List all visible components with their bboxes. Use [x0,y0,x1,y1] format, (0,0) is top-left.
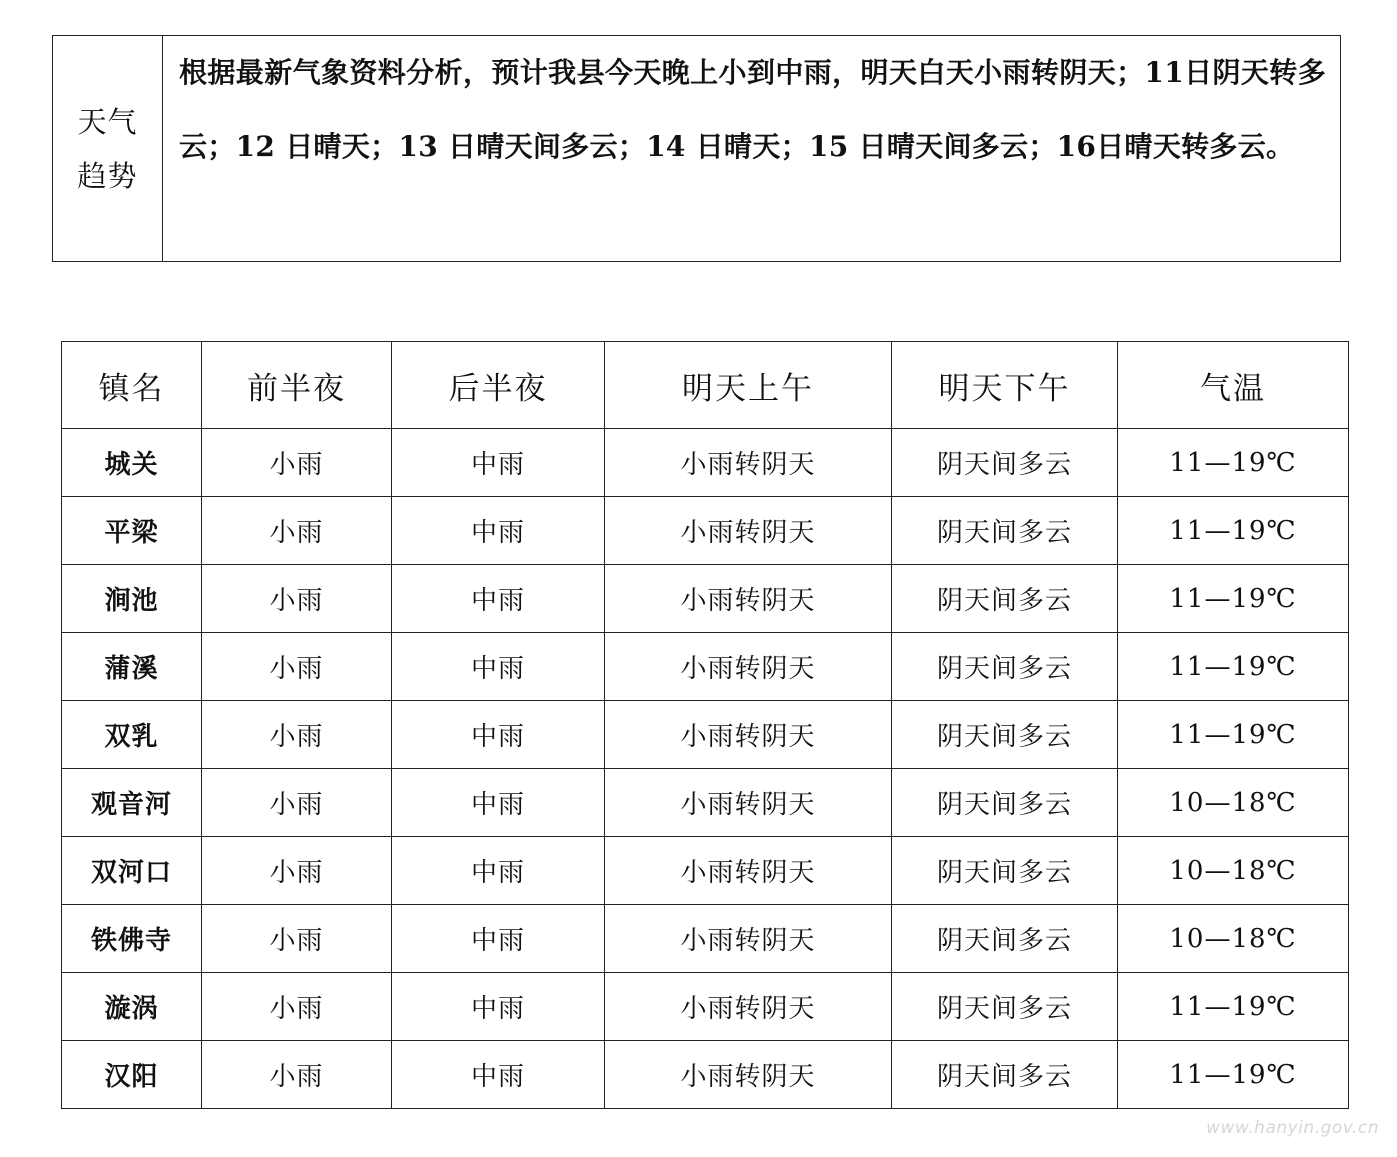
tomorrow-morning-cell: 小雨转阴天 [605,769,892,837]
town-name-cell: 城关 [62,429,202,497]
first-half-night-cell: 小雨 [202,497,392,565]
header-second-half-night: 后半夜 [392,342,605,429]
weather-trend-row [53,36,1341,262]
tomorrow-morning-cell: 小雨转阴天 [605,973,892,1041]
temperature-cell: 11—19℃ [1118,497,1349,565]
temperature-cell: 11—19℃ [1118,633,1349,701]
temperature-cell: 11—19℃ [1118,973,1349,1041]
weather-trend-table [52,35,1341,262]
temperature-cell: 11—19℃ [1118,701,1349,769]
second-half-night-cell: 中雨 [392,905,605,973]
header-temperature: 气温 [1118,342,1349,429]
second-half-night-cell: 中雨 [392,973,605,1041]
town-name-cell: 汉阳 [62,1041,202,1109]
tomorrow-afternoon-cell: 阴天间多云 [892,973,1118,1041]
town-name-cell: 平梁 [62,497,202,565]
second-half-night-cell: 中雨 [392,429,605,497]
tomorrow-morning-cell: 小雨转阴天 [605,701,892,769]
weather-trend-label-line2: 趋势 [77,158,138,193]
tomorrow-morning-cell: 小雨转阴天 [605,565,892,633]
tomorrow-afternoon-cell: 阴天间多云 [892,769,1118,837]
second-half-night-cell: 中雨 [392,633,605,701]
first-half-night-cell: 小雨 [202,633,392,701]
forecast-row [62,497,1349,565]
tomorrow-morning-cell: 小雨转阴天 [605,429,892,497]
tomorrow-morning-cell: 小雨转阴天 [605,905,892,973]
forecast-row [62,565,1349,633]
town-name-cell: 观音河 [62,769,202,837]
first-half-night-cell: 小雨 [202,905,392,973]
tomorrow-afternoon-cell: 阴天间多云 [892,905,1118,973]
weather-trend-label [53,36,163,262]
tomorrow-morning-cell: 小雨转阴天 [605,633,892,701]
first-half-night-cell: 小雨 [202,565,392,633]
tomorrow-morning-cell: 小雨转阴天 [605,837,892,905]
tomorrow-afternoon-cell: 阴天间多云 [892,701,1118,769]
second-half-night-cell: 中雨 [392,837,605,905]
tomorrow-afternoon-cell: 阴天间多云 [892,633,1118,701]
tomorrow-afternoon-cell: 阴天间多云 [892,497,1118,565]
temperature-cell: 10—18℃ [1118,769,1349,837]
temperature-cell: 11—19℃ [1118,1041,1349,1109]
first-half-night-cell: 小雨 [202,701,392,769]
second-half-night-cell: 中雨 [392,497,605,565]
header-town-name: 镇名 [62,342,202,429]
second-half-night-cell: 中雨 [392,1041,605,1109]
first-half-night-cell: 小雨 [202,429,392,497]
second-half-night-cell: 中雨 [392,565,605,633]
forecast-row [62,701,1349,769]
town-name-cell: 铁佛寺 [62,905,202,973]
forecast-row [62,769,1349,837]
first-half-night-cell: 小雨 [202,837,392,905]
forecast-row [62,837,1349,905]
tomorrow-afternoon-cell: 阴天间多云 [892,565,1118,633]
tomorrow-afternoon-cell: 阴天间多云 [892,837,1118,905]
town-name-cell: 涧池 [62,565,202,633]
second-half-night-cell: 中雨 [392,701,605,769]
weather-trend-text: 根据最新气象资料分析，预计我县今天晚上小到中雨，明天白天小雨转阴天；11日阴天转多云；12 日晴天；13 日晴天间多云；14 日晴天；15 日晴天间多云；16日晴天转多云。 [163,36,1341,262]
first-half-night-cell: 小雨 [202,1041,392,1109]
forecast-row [62,633,1349,701]
first-half-night-cell: 小雨 [202,769,392,837]
tomorrow-afternoon-cell: 阴天间多云 [892,1041,1118,1109]
first-half-night-cell: 小雨 [202,973,392,1041]
header-tomorrow-morning: 明天上午 [605,342,892,429]
temperature-cell: 11—19℃ [1118,565,1349,633]
town-name-cell: 双河口 [62,837,202,905]
header-first-half-night: 前半夜 [202,342,392,429]
forecast-row [62,429,1349,497]
temperature-cell: 11—19℃ [1118,429,1349,497]
tomorrow-morning-cell: 小雨转阴天 [605,1041,892,1109]
header-tomorrow-afternoon: 明天下午 [892,342,1118,429]
town-forecast-table [61,341,1349,1109]
tomorrow-afternoon-cell: 阴天间多云 [892,429,1118,497]
weather-trend-label-line1: 天气 [77,104,138,139]
site-watermark: www.hanyin.gov.cn [1206,1118,1379,1138]
temperature-cell: 10—18℃ [1118,837,1349,905]
forecast-row [62,1041,1349,1109]
temperature-cell: 10—18℃ [1118,905,1349,973]
town-name-cell: 蒲溪 [62,633,202,701]
town-name-cell: 漩涡 [62,973,202,1041]
forecast-row [62,905,1349,973]
tomorrow-morning-cell: 小雨转阴天 [605,497,892,565]
town-name-cell: 双乳 [62,701,202,769]
forecast-row [62,973,1349,1041]
forecast-header-row [62,342,1349,429]
second-half-night-cell: 中雨 [392,769,605,837]
